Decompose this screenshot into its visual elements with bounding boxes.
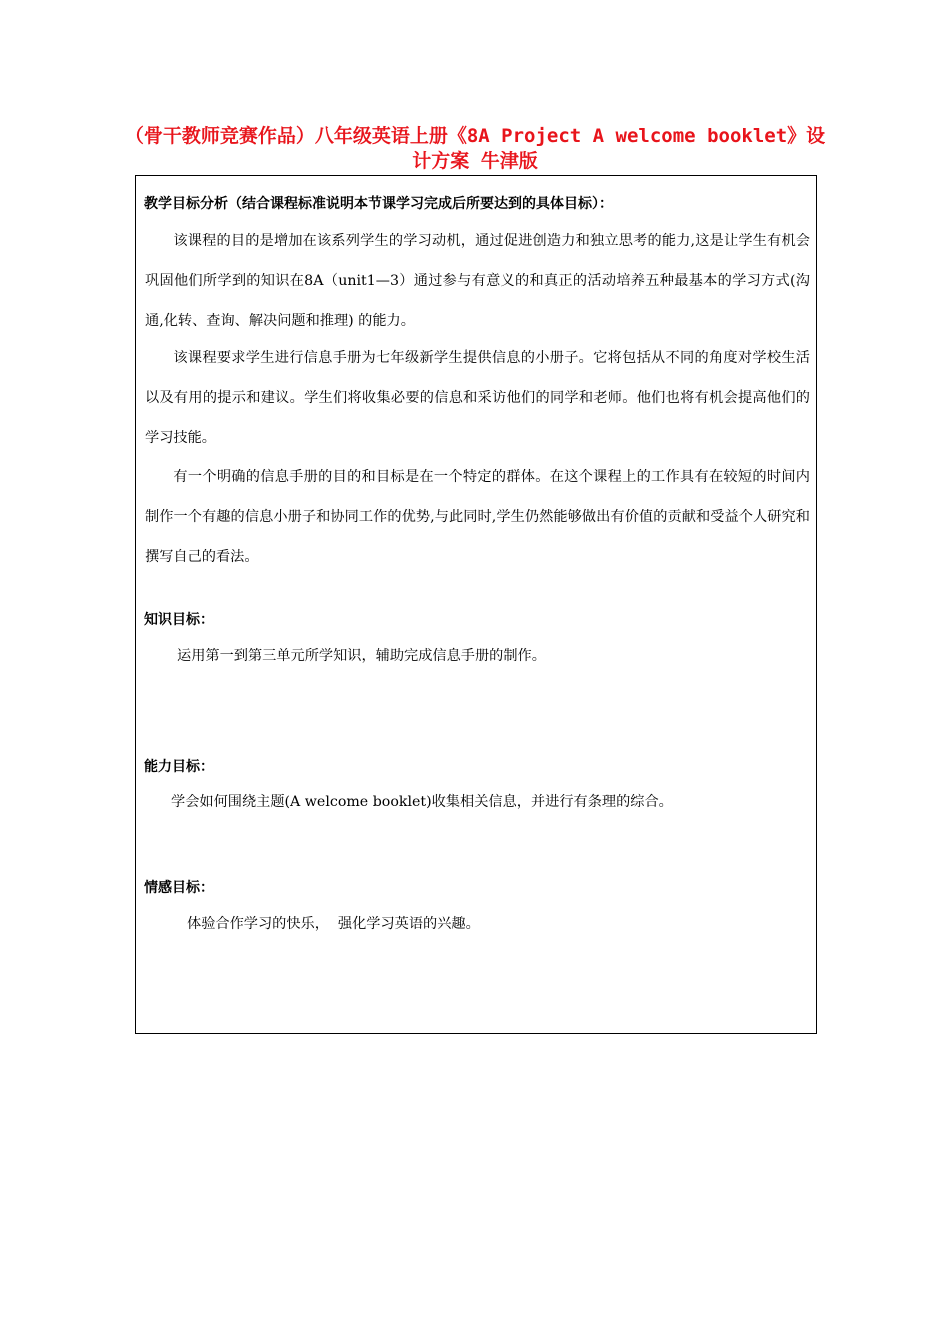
- analysis-paragraph-3: 有一个明确的信息手册的目的和目标是在一个特定的群体。在这个课程上的工作具有在较短的时间内制作一个有趣的信息小册子和协同工作的优势,与此同时,学生仍然能够做出有价值的贡献和受益个人研究和撰写自己的看法。: [145, 469, 810, 565]
- analysis-heading: 教学目标分析（结合课程标准说明本节课学习完成后所要达到的具体目标）：: [144, 196, 613, 212]
- ability-text: 学会如何围绕主题(A welcome booklet)收集相关信息，并进行有条理的综合。: [171, 794, 673, 810]
- knowledge-text: 运用第一到第三单元所学知识，辅助完成信息手册的制作。: [177, 648, 546, 664]
- emotion-text: 体验合作学习的快乐， 强化学习英语的兴趣。: [187, 916, 480, 932]
- knowledge-heading: 知识目标：: [144, 612, 214, 628]
- emotion-heading: 情感目标：: [144, 880, 214, 896]
- analysis-paragraph-1: 该课程的目的是增加在该系列学生的学习动机，通过促进创造力和独立思考的能力,这是让学生有机会巩固他们所学到的知识在8A（unit1—3）通过参与有意义的和真正的活动培养五种最基本的学习方式(沟通,化转、查询、解决问题和推理) 的能力。: [145, 233, 810, 329]
- document-title: （骨干教师竞赛作品）八年级英语上册《8A Project A welcome booklet》设计方案 牛津版: [124, 125, 826, 172]
- analysis-paragraph-2: 该课程要求学生进行信息手册为七年级新学生提供信息的小册子。它将包括从不同的角度对学校生活以及有用的提示和建议。学生们将收集必要的信息和采访他们的同学和老师。他们也将有机会提高他们的学习技能。: [145, 350, 810, 446]
- ability-heading: 能力目标：: [144, 759, 214, 775]
